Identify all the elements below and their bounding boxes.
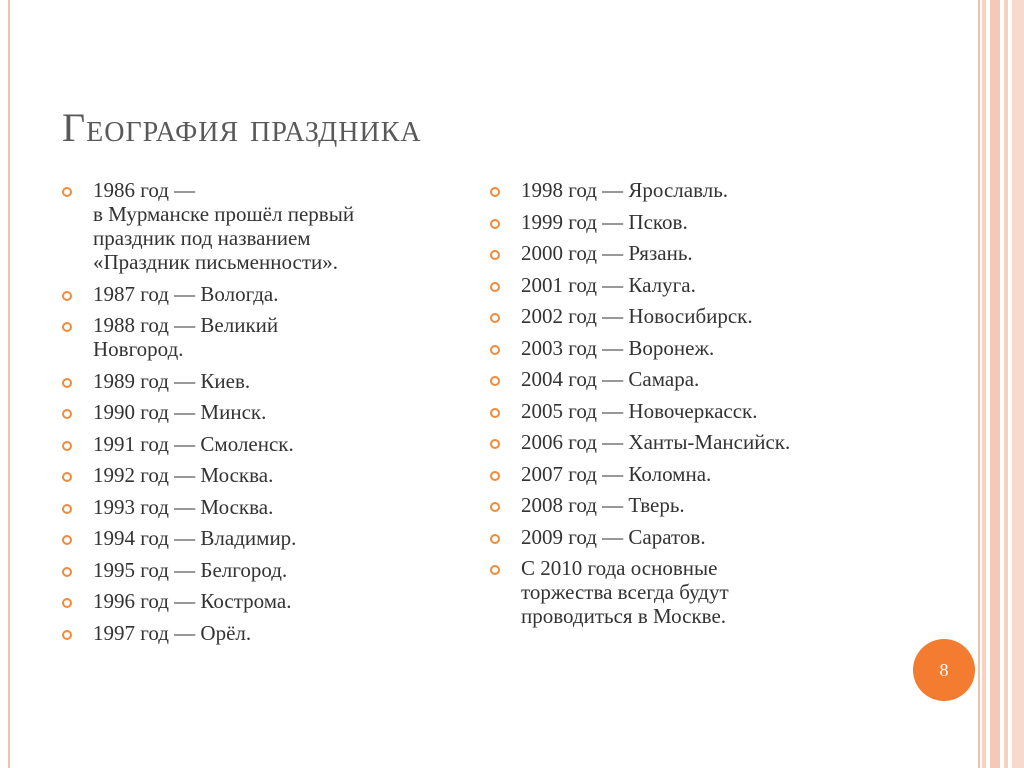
list-item (490, 210, 890, 234)
list-item (62, 526, 442, 550)
bullet-icon (490, 376, 500, 386)
decorative-stripe (990, 0, 1000, 768)
list-item-text: 1996 год — Кострома. (93, 589, 292, 613)
decorative-stripe (1004, 0, 1008, 768)
list-item (490, 462, 890, 486)
list-item (62, 282, 442, 306)
list-item-text: 1999 год — Псков. (521, 209, 688, 234)
list-item (490, 556, 890, 628)
list-item (490, 273, 890, 297)
list-item-text: 1989 год — Киев. (93, 368, 251, 393)
bullet-icon (62, 187, 72, 197)
bullet-icon (490, 313, 500, 323)
list-item-text: торжества всегда будут (521, 580, 729, 604)
list-item (490, 304, 890, 328)
list-item (490, 241, 890, 265)
page-number: 8 (939, 659, 949, 680)
list-item (62, 313, 442, 361)
list-item (490, 525, 890, 549)
list-item (62, 369, 442, 393)
list-item-text: 2007 год — Коломна. (521, 461, 712, 486)
bullet-icon (490, 439, 500, 449)
list-item (62, 463, 442, 487)
list-item (490, 178, 890, 202)
list-item-text: С 2010 года основные (521, 556, 718, 580)
bullet-icon (490, 565, 500, 575)
list-item (62, 400, 442, 424)
list-item (490, 367, 890, 391)
bullet-icon (62, 291, 72, 301)
bullet-icon (62, 322, 72, 332)
slide-title: География праздника (62, 105, 422, 150)
list-item-text: 1997 год — Орёл. (93, 620, 252, 645)
list-item-text: в Мурманске прошёл первый (93, 202, 355, 226)
timeline-list-left (62, 178, 442, 652)
list-item-text: 2002 год — Новосибирск. (521, 304, 753, 328)
list-item (62, 178, 442, 274)
bullet-icon (62, 504, 72, 514)
bullet-icon (490, 219, 500, 229)
bullet-icon (62, 535, 72, 545)
list-item-text: 1988 год — Великий (93, 313, 279, 337)
decorative-stripe (1012, 0, 1024, 768)
list-item-text: Новгород. (93, 337, 184, 361)
list-item-text: 1995 год — Белгород. (93, 557, 288, 582)
bullet-icon (490, 345, 500, 355)
bullet-icon (62, 630, 72, 640)
list-item (62, 495, 442, 519)
list-item (62, 621, 442, 645)
list-item-text: 2005 год — Новочеркасск. (521, 398, 758, 423)
list-item (62, 589, 442, 613)
bullet-icon (62, 409, 72, 419)
bullet-icon (490, 408, 500, 418)
list-item-text: 2001 год — Калуга. (521, 272, 696, 297)
bullet-icon (62, 472, 72, 482)
list-item-text: 1990 год — Минск. (93, 400, 267, 424)
bullet-icon (490, 250, 500, 260)
bullet-icon (62, 598, 72, 608)
bullet-icon (62, 567, 72, 577)
list-item-text: праздник под названием (93, 226, 311, 250)
list-item-text: 2006 год — Ханты-Мансийск. (521, 430, 791, 454)
list-item-text: 2004 год — Самара. (521, 367, 700, 391)
list-item-text: 2008 год — Тверь. (521, 493, 685, 517)
list-item (490, 430, 890, 454)
list-item-text: «Праздник письменности». (93, 250, 338, 274)
list-item-text: 1991 год — Смоленск. (93, 431, 294, 456)
list-item-text: проводиться в Москве. (521, 604, 727, 628)
bullet-icon (62, 441, 72, 451)
decorative-stripe (982, 0, 986, 768)
bullet-icon (62, 378, 72, 388)
list-item-text: 1986 год — (93, 178, 196, 202)
list-item-text: 2009 год — Саратов. (521, 524, 706, 549)
page-number-badge (913, 639, 975, 701)
list-item-text: 1993 год — Москва. (93, 494, 274, 519)
list-item (62, 432, 442, 456)
timeline-list-right (490, 178, 890, 636)
list-item (490, 336, 890, 360)
bullet-icon (490, 282, 500, 292)
list-item-text: 1998 год — Ярославль. (521, 178, 729, 202)
bullet-icon (490, 502, 500, 512)
bullet-icon (490, 471, 500, 481)
list-item-text: 2000 год — Рязань. (521, 241, 693, 265)
list-item (490, 399, 890, 423)
bullet-icon (490, 187, 500, 197)
list-item-text: 1987 год — Вологда. (93, 281, 279, 306)
list-item (490, 493, 890, 517)
list-item-text: 1992 год — Москва. (93, 463, 274, 487)
list-item-text: 2003 год — Воронеж. (521, 335, 715, 360)
list-item (62, 558, 442, 582)
list-item-text: 1994 год — Владимир. (93, 526, 297, 550)
bullet-icon (490, 534, 500, 544)
